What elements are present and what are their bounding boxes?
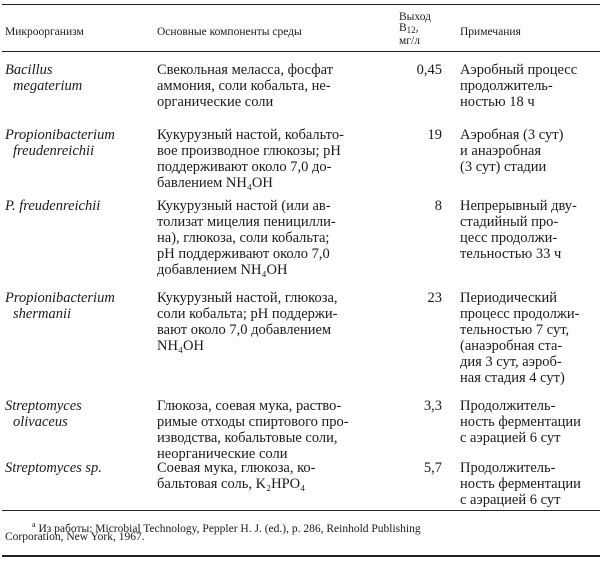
medium-line: вают около 7,0 добавлением xyxy=(157,322,332,338)
table-top-rule xyxy=(2,4,600,5)
medium-line: органические соли xyxy=(157,94,274,110)
header-yield-line2: B12, xyxy=(399,22,419,35)
table-bottom-rule xyxy=(2,510,600,511)
yield-value: 5,7 xyxy=(423,460,442,476)
notes-line: Аэробная (3 сут) xyxy=(460,127,564,143)
medium-line: Глюкоза, соевая мука, раство- xyxy=(157,398,342,414)
medium-line: бавлением NH₄OH xyxy=(157,175,273,191)
header-yield xyxy=(399,12,431,47)
organism-line: Streptomyces sp. xyxy=(5,460,102,476)
header-bottom-rule xyxy=(2,51,600,52)
header-organism: Микроорганизм xyxy=(5,26,84,38)
notes-line: и анаэробная xyxy=(460,143,541,159)
notes-line: Продолжитель- xyxy=(460,460,556,476)
medium-components xyxy=(157,290,393,354)
header-yield-subscript: 12 xyxy=(406,25,416,35)
notes xyxy=(460,62,598,110)
yield-value: 3,3 xyxy=(423,398,442,414)
notes-line: тельностью 33 ч xyxy=(460,246,562,262)
footnote-line1: Из работы: Microbial Technology, Peppler H. J. (ed.), p. 286, Reinhold Publishing xyxy=(38,522,421,535)
medium-line: неорганические соли xyxy=(157,446,288,462)
medium-components xyxy=(157,62,393,110)
notes-line: ная стадия 4 сут) xyxy=(460,370,565,386)
notes-line: ностью 18 ч xyxy=(460,94,535,110)
medium-line: римые отходы спиртового про- xyxy=(157,414,349,430)
notes-line: Непрерывный дву- xyxy=(460,198,577,214)
header-yield-line1: Выход xyxy=(399,11,431,23)
medium-line: Кукурузный настой, глюкоза, xyxy=(157,290,338,306)
medium-components xyxy=(157,127,393,191)
yield-value: 19 xyxy=(427,127,442,143)
yield-value: 8 xyxy=(434,198,442,214)
organism-line: Bacillus xyxy=(5,62,53,78)
organism-name xyxy=(5,398,82,430)
page-bottom-rule xyxy=(2,555,600,557)
notes-line: процесс продолжи- xyxy=(460,306,580,322)
notes-line: с аэрацией 6 сут xyxy=(460,492,561,508)
organism-line: olivaceus xyxy=(13,414,68,430)
header-medium: Основные компоненты среды xyxy=(157,26,302,38)
organism-name xyxy=(5,127,115,159)
medium-components xyxy=(157,460,393,492)
notes-line: ность ферментации xyxy=(460,476,581,492)
notes xyxy=(460,290,598,386)
header-notes: Примечания xyxy=(460,26,521,38)
organism-line: Propionibacterium xyxy=(5,290,115,306)
notes-line: тельностью 7 сут, xyxy=(460,322,570,338)
notes xyxy=(460,398,598,446)
medium-line: соли кобальта; pH поддержи- xyxy=(157,306,338,322)
notes-line: цесс продолжи- xyxy=(460,230,558,246)
notes-line: Продолжитель- xyxy=(460,398,556,414)
header-yield-line3: мг/л xyxy=(399,35,420,47)
medium-line: NH₄OH xyxy=(157,338,204,354)
notes-line: продолжитель- xyxy=(460,78,553,94)
medium-line: Соевая мука, глюкоза, ко- xyxy=(157,460,316,476)
organism-name xyxy=(5,290,115,322)
medium-line: изводства, кобальтовые соли, xyxy=(157,430,338,446)
organism-line: shermanii xyxy=(13,306,71,322)
medium-line: Кукурузный настой, кобальто- xyxy=(157,127,344,143)
notes xyxy=(460,127,598,175)
medium-line: поддерживают около 7,0 до- xyxy=(157,159,332,175)
notes xyxy=(460,460,598,508)
notes xyxy=(460,198,598,262)
notes-line: ность ферментации xyxy=(460,414,581,430)
yield-value: 23 xyxy=(427,290,442,306)
notes-line: дия 3 сут, аэроб- xyxy=(460,354,562,370)
notes-line: Аэробный процесс xyxy=(460,62,578,78)
organism-name xyxy=(5,460,102,476)
organism-line: freudenreichii xyxy=(13,143,95,159)
footnote-marker: а xyxy=(32,520,36,529)
medium-line: толизат мицелия пеницилли- xyxy=(157,214,336,230)
notes-line: с аэрацией 6 сут xyxy=(460,430,561,446)
organism-name xyxy=(5,62,82,94)
notes-line: (3 сут) стадии xyxy=(460,159,547,175)
organism-line: P. freudenreichii xyxy=(5,198,101,214)
footnote-continuation: Corporation, New York, 1967. xyxy=(5,531,145,543)
yield-value: 0,45 xyxy=(416,62,442,78)
notes-line: Периодический xyxy=(460,290,557,306)
medium-components xyxy=(157,398,393,462)
organism-line: Propionibacterium xyxy=(5,127,115,143)
organism-line: Streptomyces xyxy=(5,398,82,414)
notes-line: (анаэробная ста- xyxy=(460,338,563,354)
medium-line: Кукурузный настой (или ав- xyxy=(157,198,331,214)
medium-line: вое производное глюкозы; pH xyxy=(157,143,341,159)
medium-line: pH поддерживают около 7,0 xyxy=(157,246,330,262)
medium-components xyxy=(157,198,393,278)
medium-line: на), глюкоза, соли кобальта; xyxy=(157,230,330,246)
organism-name xyxy=(5,198,100,214)
organism-line: megaterium xyxy=(13,78,83,94)
medium-line: аммония, соли кобальта, не- xyxy=(157,78,331,94)
medium-line: добавлением NH₄OH xyxy=(157,262,288,278)
medium-line: бальтовая соль, K₂HPO₄ xyxy=(157,476,306,492)
medium-line: Свекольная меласса, фосфат xyxy=(157,62,334,78)
notes-line: стадийный про- xyxy=(460,214,559,230)
